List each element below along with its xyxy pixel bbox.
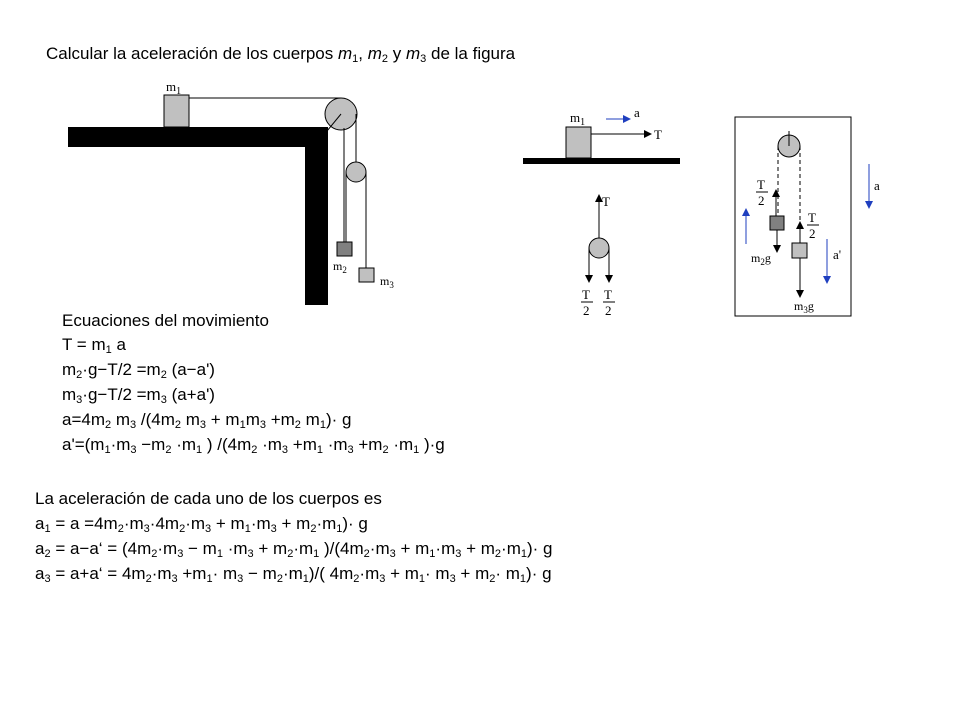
fbd-pulley — [589, 238, 609, 258]
figure-relative-motion — [735, 117, 880, 316]
block-m1 — [164, 95, 189, 127]
pulley-label-T-left: T — [582, 287, 590, 302]
frame-block-m2 — [770, 216, 784, 230]
fbd-label-m1: $m_1$ — [570, 110, 586, 128]
label-a-frame: a — [874, 178, 880, 193]
figure-fbd-m1 — [523, 105, 680, 164]
frame-label-T-left: T — [757, 177, 765, 192]
result-line-1: $a_1 = a =4m_2\cdot m_3\cdot 4m_2\cdot m_3 + m_1\cdot m_3 + m_2\cdot m_1)\cdot g$ — [35, 514, 368, 535]
table-surface — [68, 127, 328, 147]
block-m3 — [359, 268, 374, 282]
frame-label-m3g: $m_3g$ — [794, 299, 814, 315]
frame-label-2-left: 2 — [758, 193, 765, 208]
pulley-label-2-right: 2 — [605, 303, 612, 318]
block-m2 — [337, 242, 352, 256]
frame-label-2-right: 2 — [809, 226, 816, 241]
fbd-label-T: T — [654, 127, 662, 142]
frame-label-m2g: $m_2g$ — [751, 251, 771, 267]
label-m3: $m_3$ — [380, 274, 394, 290]
equation-line-2: $m_2\cdot g-T/2 =m_2$ (a−a') — [62, 360, 215, 381]
equation-line-3: $m_3\cdot g-T/2 =m_3$ (a+a') — [62, 385, 215, 406]
pulley-label-T: T — [602, 194, 610, 209]
fbd-label-a: a — [634, 105, 640, 120]
fbd-table — [523, 158, 680, 164]
result-line-3: $a_3$ = a+a‘ = $4m_2\cdot m_3 +m_1\cdot m_3 - m_2\cdot m_1)/$( $4m_2\cdot m_3 + m_1\cdot m_3 + m_2\cdot m_1)\cdot g$ — [35, 564, 552, 585]
pulley-label-2-left: 2 — [583, 303, 590, 318]
result-line-2: $a_2$ = a−a‘ = ($4m_2\cdot m_3 - m_1 \cdot m_3 + m_2\cdot m_1$ )$/(4m_2\cdot m_3 + m_1\cdot m_3 + m_2\cdot m_1)\cdot g$ — [35, 539, 553, 560]
equations-heading: Ecuaciones del movimiento — [62, 311, 269, 330]
frame-block-m3 — [792, 243, 807, 258]
results-heading: La aceleración de cada uno de los cuerpos es — [35, 489, 382, 508]
figure-fbd-pulley — [581, 194, 615, 318]
label-m1: $m_1$ — [166, 79, 182, 97]
equation-line-4: $a=4m_2$ $m_3$ $/(4m_2$ $m_3 + m_1m_3 +m_2$ $m_1)\cdot g$ — [62, 410, 352, 431]
pulley-label-T-right: T — [604, 287, 612, 302]
fbd-block-m1 — [566, 127, 591, 158]
equation-line-5: $a'=(m_1\cdot m_3 -m_2 \cdot m_1$ ) $/(4m_2 \cdot m_3 +m_1 \cdot m_3 +m_2 \cdot m_1$ )·g — [62, 435, 445, 456]
label-a-prime: a' — [833, 247, 842, 262]
page-title: Calcular la aceleración de los cuerpos $m_1$, $m_2$ y $m_3$ de la figura — [46, 44, 516, 65]
movable-pulley — [346, 162, 366, 182]
equation-line-1: $T = m_1$ a — [62, 335, 126, 356]
frame-label-T-right: T — [808, 210, 816, 225]
table-leg — [305, 127, 328, 305]
figure-main-system — [68, 79, 394, 305]
label-m2: $m_2$ — [333, 259, 347, 275]
